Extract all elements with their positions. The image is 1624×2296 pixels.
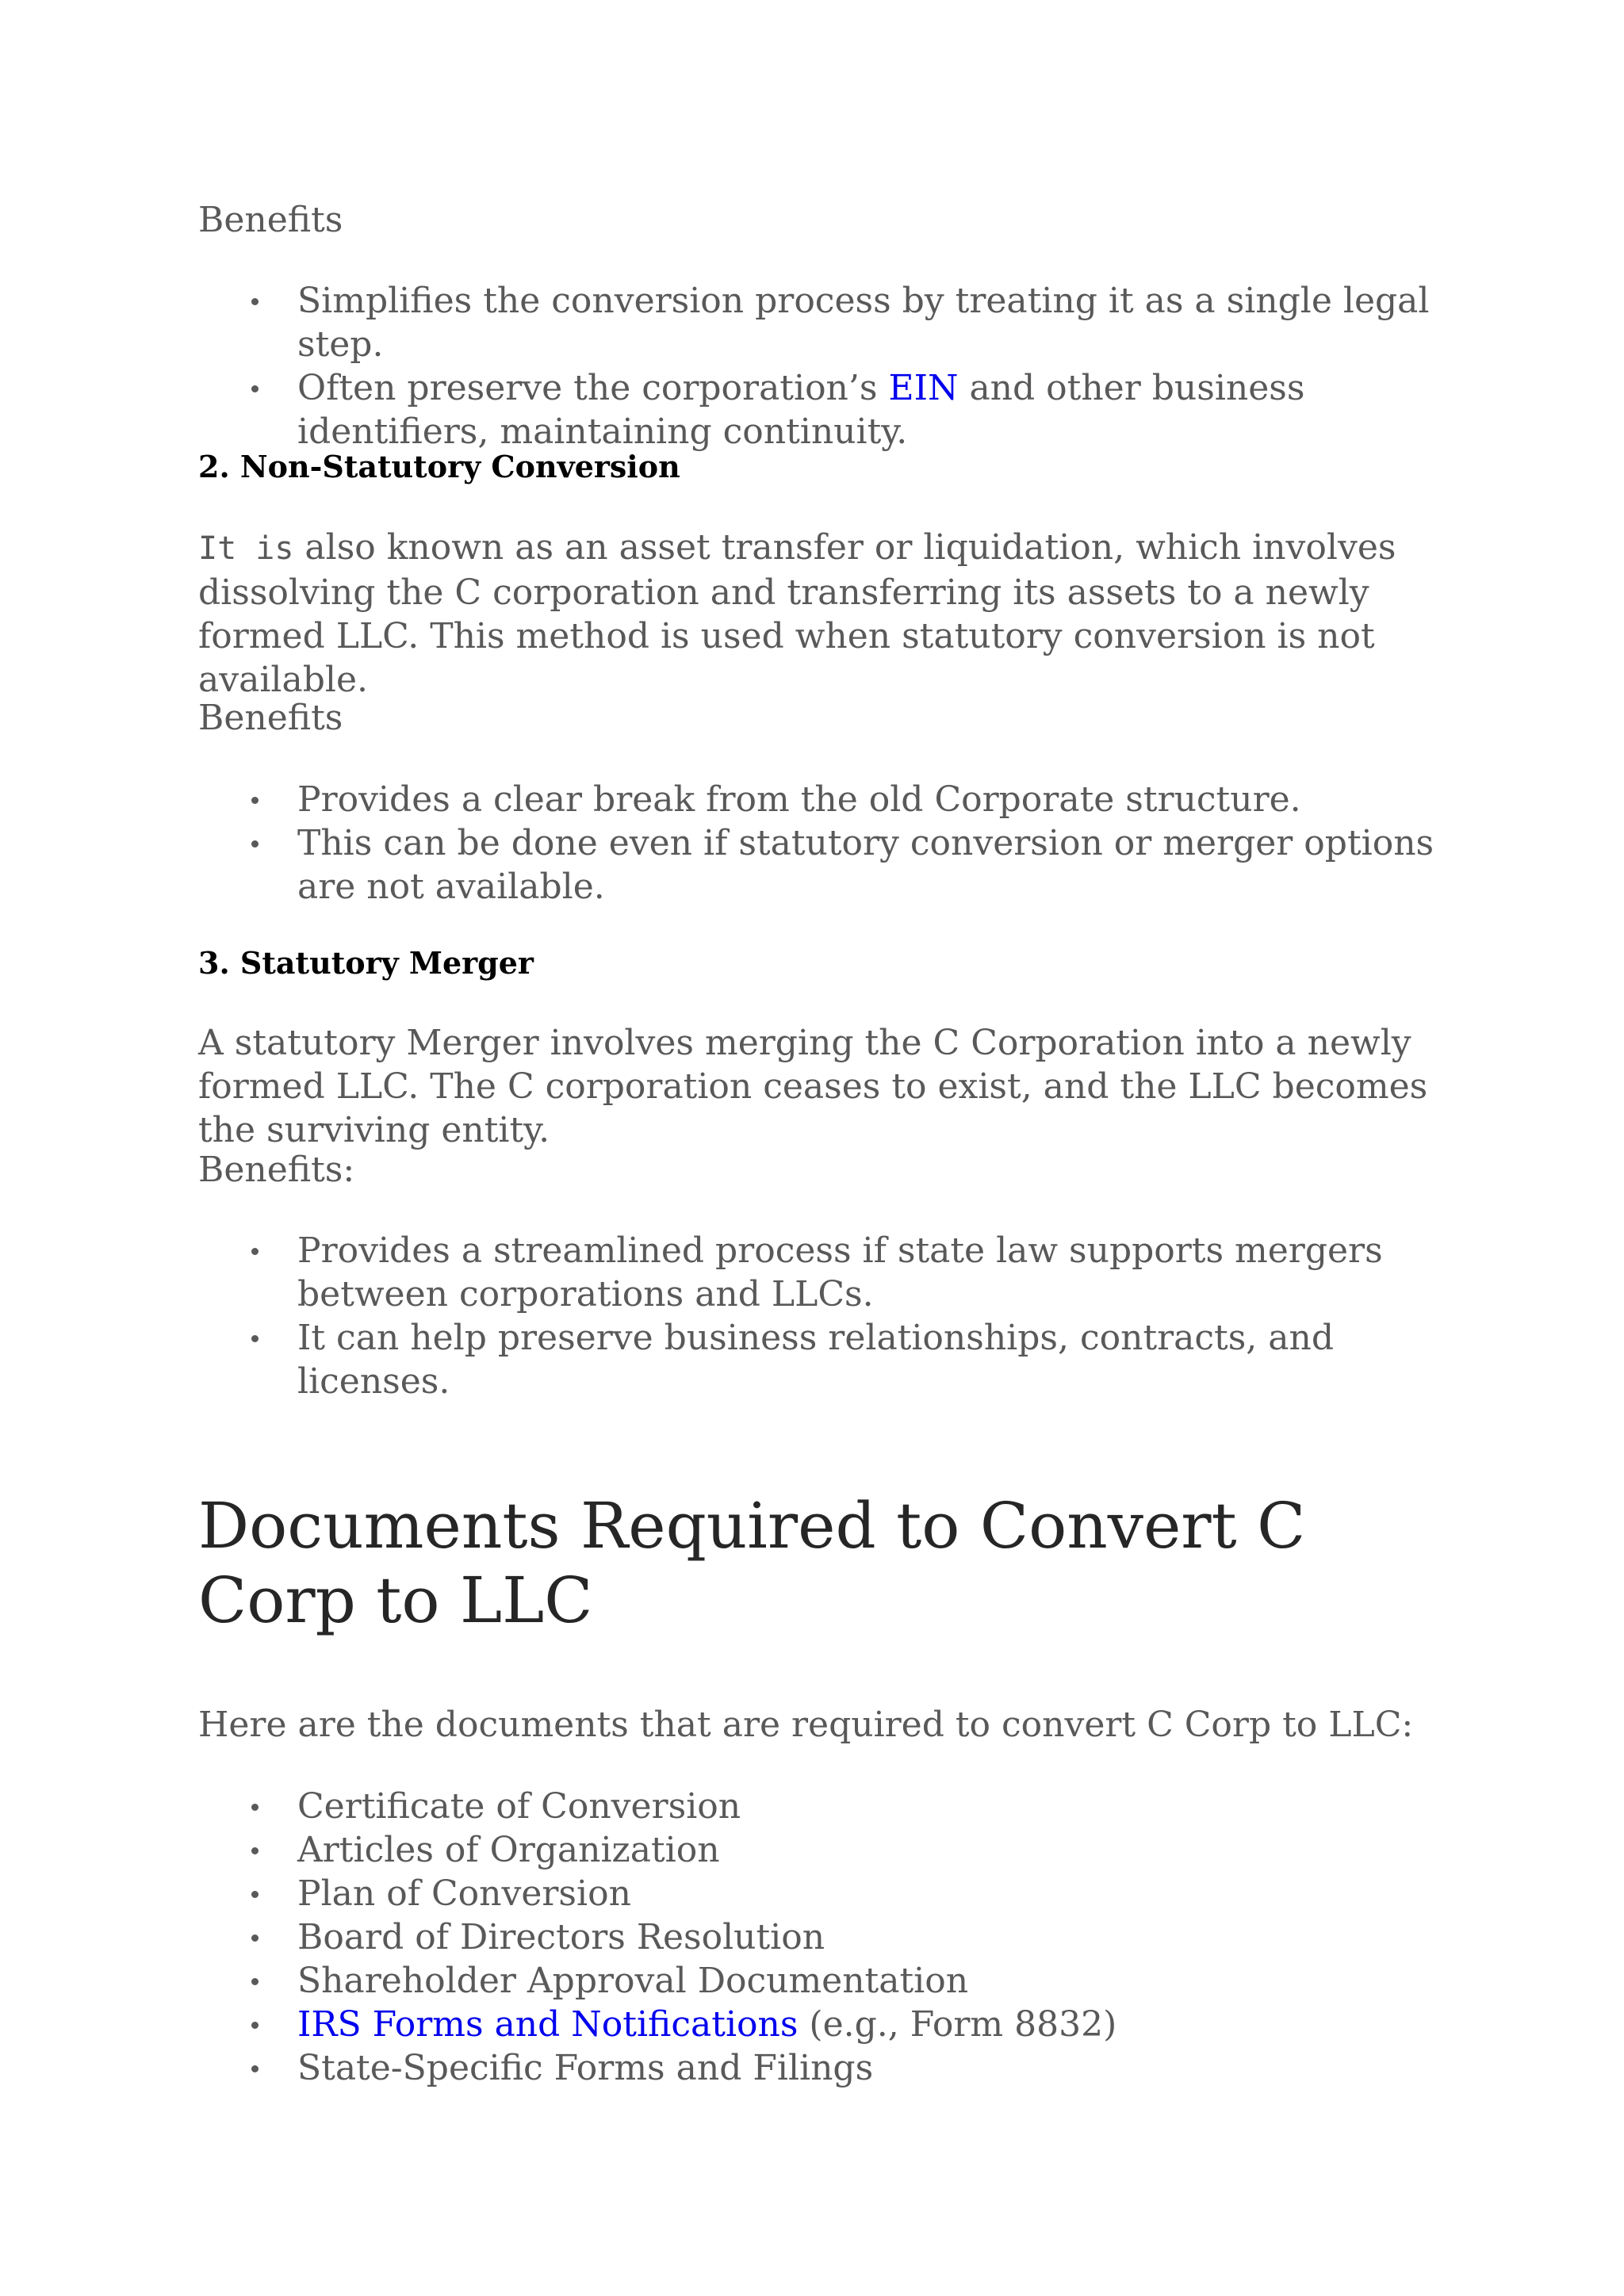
bullet-icon [251, 1248, 259, 1255]
documents-intro: Here are the documents that are required to convert C Corp to LLC: [198, 1705, 1414, 1745]
list-item: IRS Forms and Notifications (e.g., Form 8832) [198, 2003, 1435, 2046]
bullet-icon [251, 1891, 259, 1898]
ein-link[interactable]: EIN [888, 368, 959, 408]
list-item: Shareholder Approval Documentation [198, 1959, 1435, 2003]
benefits-list [198, 279, 1435, 453]
bullet-icon [251, 2022, 259, 2029]
bullet-icon [251, 840, 259, 848]
bullet-icon [251, 797, 259, 804]
irs-forms-link[interactable]: IRS Forms and Notifications [297, 2004, 799, 2045]
section-paragraph: It is also known as an asset transfer or liquidation, which involves dissolving the C corporation and transferring its assets to a newly formed LLC. This method is used when statutory conversion is not available. [198, 527, 1396, 700]
bullet-icon [251, 1847, 259, 1854]
list-item: Articles of Organization [198, 1828, 1435, 1872]
bullet-icon [251, 1978, 259, 1985]
section-heading: 2. Non-Statutory Conversion [198, 449, 680, 484]
benefits-list [198, 778, 1435, 909]
list-item: It can help preserve business relationships, contracts, and licenses. [198, 1316, 1435, 1403]
bullet-icon [251, 1804, 259, 1811]
section-paragraph: A statutory Merger involves merging the C Corporation into a newly formed LLC. The C corporation ceases to exist, and the LLC becomes the surviving entity. [198, 1023, 1428, 1150]
benefits-label: Benefits [198, 200, 343, 240]
bullet-icon [251, 385, 259, 392]
list-item: Often preserve the corporation’s EIN and other business identifiers, maintaining continuity. [198, 366, 1435, 453]
benefits-label: Benefits: [198, 1150, 355, 1190]
list-item: This can be done even if statutory conversion or merger options are not available. [198, 821, 1435, 909]
benefits-list [198, 1229, 1435, 1403]
page-title: Documents Required to Convert C Corp to LLC [198, 1489, 1306, 1637]
documents-list [198, 1785, 1435, 2090]
benefits-label: Benefits [198, 698, 343, 738]
bullet-icon [251, 1934, 259, 1942]
list-item: State-Specific Forms and Filings [198, 2046, 1435, 2090]
bullet-icon [251, 1335, 259, 1342]
list-item: Simplifies the conversion process by treating it as a single legal step. [198, 279, 1435, 366]
list-item: Certificate of Conversion [198, 1785, 1435, 1828]
list-item: Provides a streamlined process if state law supports mergers between corporations and LLCs. [198, 1229, 1435, 1316]
bullet-icon [251, 2065, 259, 2072]
bullet-icon [251, 298, 259, 305]
section-heading: 3. Statutory Merger [198, 945, 534, 981]
list-item: Provides a clear break from the old Corporate structure. [198, 778, 1435, 821]
list-item: Board of Directors Resolution [198, 1915, 1435, 1959]
list-item: Plan of Conversion [198, 1872, 1435, 1915]
